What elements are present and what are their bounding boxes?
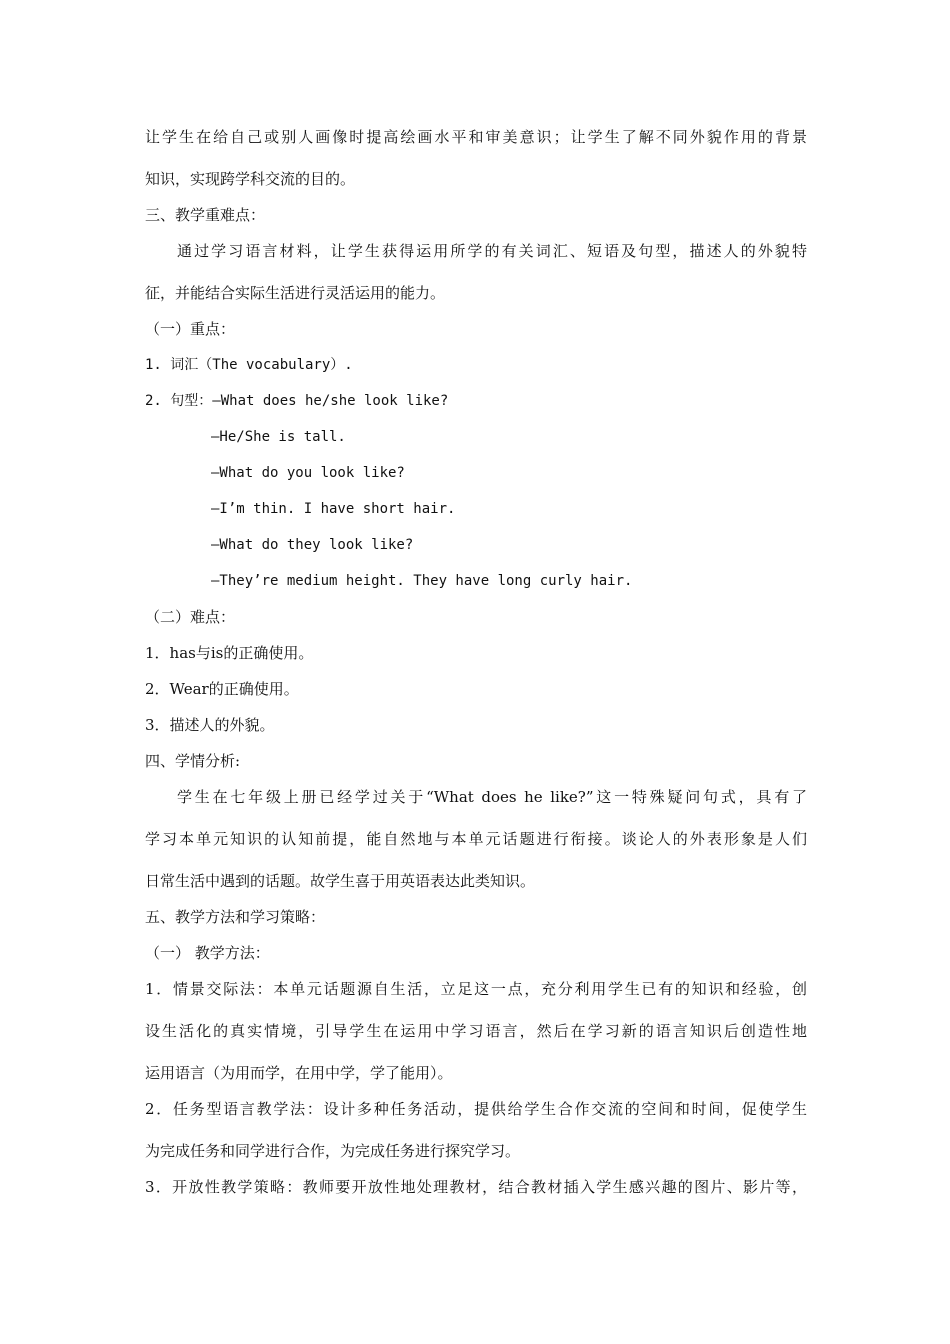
section-heading: 三、教学重难点： xyxy=(145,206,266,224)
paragraph-line: 征，并能结合实际生活进行灵活运用的能力。 xyxy=(145,284,446,302)
sentence-pattern: —They’re medium height. They have long curly hair. xyxy=(211,573,633,589)
list-item: 2．Wear的正确使用。 xyxy=(145,680,299,698)
subsection-heading: （一）重点： xyxy=(145,320,236,338)
sentence-pattern: —What do they look like? xyxy=(211,537,414,553)
paragraph-line: 运用语言（为用而学，在用中学，学了能用）。 xyxy=(145,1064,453,1082)
section-heading: 四、学情分析: xyxy=(145,752,241,770)
paragraph-line: 学习本单元知识的认知前提，能自然地与本单元话题进行衔接。谈论人的外表形象是人们 xyxy=(145,830,807,848)
list-item: 3．描述人的外貌。 xyxy=(145,716,275,734)
sentence-pattern: —What do you look like? xyxy=(211,465,405,481)
paragraph-line: 日常生活中遇到的话题。故学生喜于用英语表达此类知识。 xyxy=(145,872,536,890)
list-item: 1. 词汇（The vocabulary）. xyxy=(145,357,353,373)
paragraph-line: 为完成任务和同学进行合作，为完成任务进行探究学习。 xyxy=(145,1142,521,1160)
paragraph-line: 知识，实现跨学科交流的目的。 xyxy=(145,170,356,188)
paragraph-line: 学生在七年级上册已经学过关于“What does he like?”这一特殊疑问句式，具有了 xyxy=(177,788,807,806)
list-item: 1．情景交际法：本单元话题源自生活，立足这一点，充分利用学生已有的知识和经验，创 xyxy=(145,980,807,998)
paragraph-line: 设生活化的真实情境，引导学生在运用中学习语言，然后在学习新的语言知识后创造性地 xyxy=(145,1022,807,1040)
sentence-pattern: —I’m thin. I have short hair. xyxy=(211,501,456,517)
subsection-heading: （二）难点： xyxy=(145,608,236,626)
list-item: 2．任务型语言教学法：设计多种任务活动，提供给学生合作交流的空间和时间，促使学生 xyxy=(145,1100,807,1118)
subsection-heading: （一） 教学方法： xyxy=(145,944,270,962)
paragraph-line: 通过学习语言材料，让学生获得运用所学的有关词汇、短语及句型，描述人的外貌特 xyxy=(177,242,807,260)
section-heading: 五、教学方法和学习策略： xyxy=(145,908,326,926)
sentence-pattern: —He/She is tall. xyxy=(211,429,346,445)
list-item: 2. 句型：—What does he/she look like? xyxy=(145,393,449,409)
list-item: 3．开放性教学策略：教师要开放性地处理教材，结合教材插入学生感兴趣的图片、影片等， xyxy=(145,1178,807,1196)
list-item: 1．has与is的正确使用。 xyxy=(145,644,314,662)
paragraph-line: 让学生在给自己或别人画像时提高绘画水平和审美意识；让学生了解不同外貌作用的背景 xyxy=(145,128,807,146)
